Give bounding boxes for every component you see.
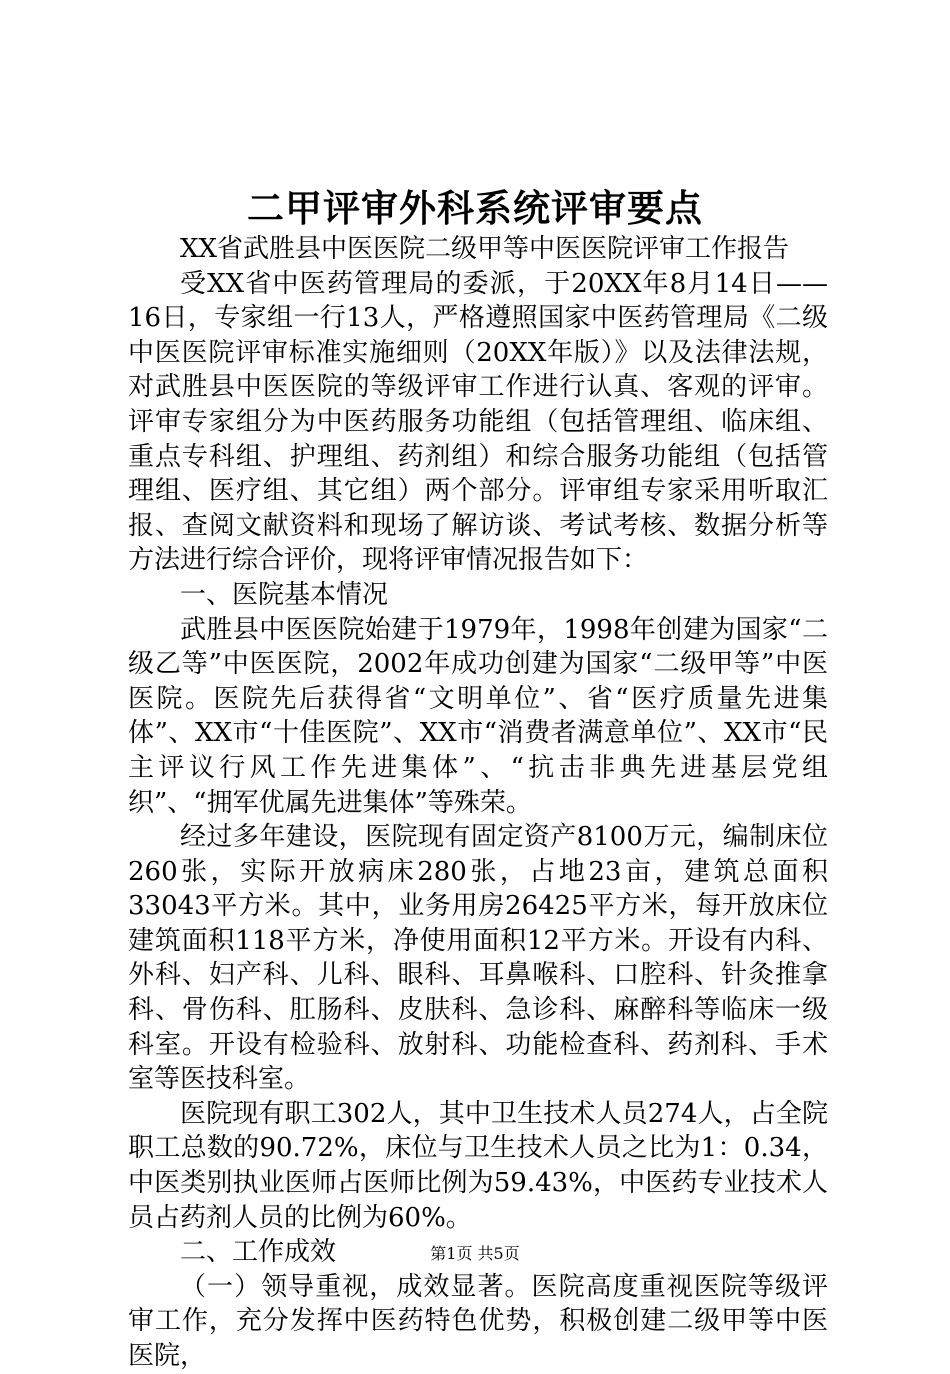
paragraph-intro: 受XX省中医药管理局的委派，于20XX年8月14日——16日，专家组一行13人，严格遵照国家中医药管理局《二级中医医院评审标准实施细则（20XX年版）》以及法律法规，对武胜县中医医院的等级评审工作进行认真、客观的评审。评审专家组分为中医药服务功能组（包括管理组、临床组、重点专科组、护理组、药剂组）和综合服务功能组（包括管理组、医疗组、其它组）两个部分。评审组专家采用听取汇报、查阅文献资料和现场了解访谈、考试考核、数据分析等方法进行综合评价，现将评审情况报告如下：: [128, 268, 828, 576]
document-body: [128, 232, 828, 1374]
paragraph-leadership: （一）领导重视，成效显著。医院高度重视医院等级评审工作，充分发挥中医药特色优势，积极创建二级甲等中医医院，: [128, 1271, 828, 1371]
report-heading: XX省武胜县中医医院二级甲等中医医院评审工作报告: [180, 234, 790, 264]
paragraph-facilities: 经过多年建设，医院现有固定资产8100万元，编制床位260张，实际开放病床280张，占地23亩，建筑总面积33043平方米。其中，业务用房26425平方米，每开放床位建筑面积118平方米，净使用面积12平方米。开设有内科、外科、妇产科、儿科、眼科、耳鼻喉科、口腔科、针灸推拿科、骨伤科、肛肠科、皮肤科、急诊科、麻醉科等临床一级科室。开设有检验科、放射科、功能检查科、药剂科、手术室等医技科室。: [128, 822, 828, 1095]
paragraph-staff: 医院现有职工302人，其中卫生技术人员274人，占全院职工总数的90.72%，床位与卫生技术人员之比为1：0.34，中医类别执业医师占医师比例为59.43%，中医药专业技术人员占药剂人员的比例为60%。: [128, 1098, 828, 1233]
section-heading-basic-info: 一、医院基本情况: [180, 579, 389, 610]
section-heading-achievements: 二、工作成效: [180, 1237, 337, 1268]
paragraph-history: 武胜县中医医院始建于1979年，1998年创建为国家“二级乙等”中医医院，2002年成功创建为国家“二级甲等”中医医院。医院先后获得省“文明单位”、省“医疗质量先进集体”、XX市“十佳医院”、XX市“消费者满意单位”、XX市“民主评议行风工作先进集体”、“抗击非典先进基层党组织”、“拥军优属先进集体”等殊荣。: [128, 614, 828, 818]
document-title: 二甲评审外科系统评审要点: [247, 186, 703, 230]
page-footer: 第1页 共5页: [430, 1244, 520, 1263]
